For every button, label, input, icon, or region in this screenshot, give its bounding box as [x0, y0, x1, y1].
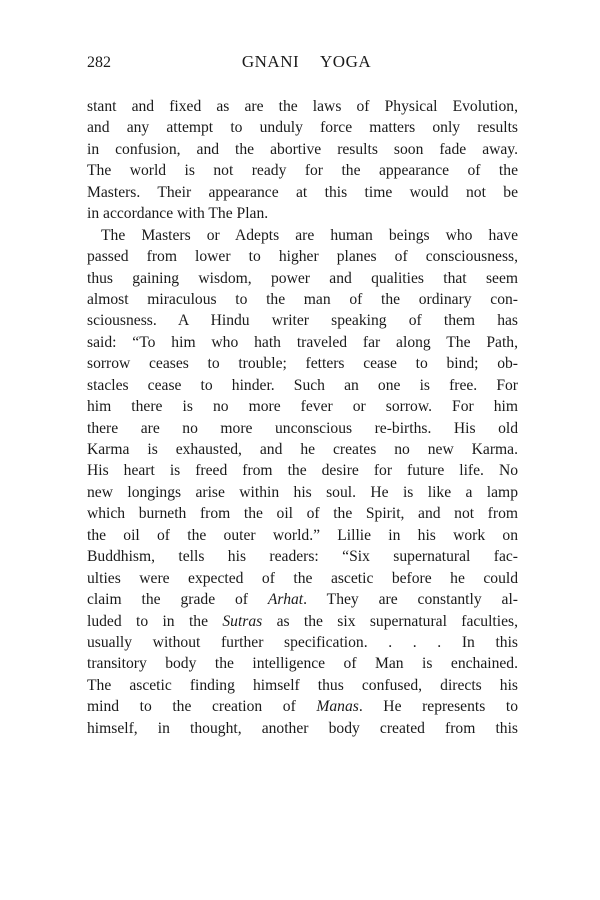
text-segment: there are no more unconscious re-births. His old	[87, 419, 518, 437]
text-segment: . They are constantly al-	[303, 591, 518, 609]
text-segment: The world is not ready for the appearance of the	[87, 162, 518, 180]
text-segment: mind to the creation of	[87, 698, 317, 716]
text-segment: him there is no more fever or sorrow. For him	[87, 398, 518, 416]
text-segment: luded to in the	[87, 612, 223, 630]
text-segment: which burneth from the oil of the Spirit, and not from	[87, 505, 518, 523]
text-segment: transitory body the intelligence of Man is enchained.	[87, 655, 518, 673]
text-line	[87, 696, 518, 717]
text-line	[87, 675, 518, 696]
text-segment: Masters. Their appearance at this time would not be	[87, 183, 518, 201]
italic-term: Sutras	[222, 612, 263, 630]
text-line	[87, 332, 518, 353]
text-segment: passed from lower to higher planes of consciousness,	[87, 248, 518, 266]
text-line	[87, 653, 518, 674]
text-line	[87, 117, 518, 138]
text-line	[87, 718, 518, 739]
text-line	[87, 546, 518, 567]
text-line	[87, 310, 518, 331]
running-title: GNANI YOGA	[241, 52, 372, 71]
text-line	[87, 439, 518, 460]
text-line	[87, 225, 518, 246]
text-segment: said: “To him who hath traveled far along The Path,	[87, 333, 518, 351]
text-line	[87, 396, 518, 417]
text-line	[87, 289, 518, 310]
text-segment: sciousness. A Hindu writer speaking of them has	[87, 312, 518, 330]
text-segment: The Masters or Adepts are human beings who have	[101, 226, 518, 244]
italic-term: Arhat	[267, 591, 304, 609]
text-segment: sorrow ceases to trouble; fetters cease to bind; ob-	[87, 355, 518, 373]
text-segment: Karma is exhausted, and he creates no new Karma.	[87, 441, 518, 458]
text-line	[87, 139, 518, 160]
text-line	[87, 525, 518, 546]
text-segment: in confusion, and the abortive results soon fade away.	[87, 140, 518, 158]
italic-term: Manas	[316, 698, 359, 716]
text-segment: claim the grade of	[87, 591, 268, 609]
text-segment: and any attempt to unduly force matters only results	[87, 119, 518, 137]
text-line	[87, 589, 518, 610]
text-segment: Buddhism, tells his readers: “Six supernatural fac-	[87, 548, 518, 566]
text-line	[87, 482, 518, 503]
text-segment: almost miraculous to the man of the ordinary con-	[87, 290, 518, 308]
text-segment: in accordance with The Plan.	[87, 205, 269, 223]
text-line	[87, 611, 518, 632]
text-line	[87, 375, 518, 396]
text-segment: usually without further specification. . . . In this	[87, 633, 518, 651]
text-line	[87, 503, 518, 524]
text-segment: himself, in thought, another body created from this	[87, 719, 518, 737]
running-head	[87, 52, 518, 76]
text-line	[87, 418, 518, 439]
text-segment: new longings arise within his soul. He is like a lamp	[87, 483, 518, 501]
text-segment: His heart is freed from the desire for future life. No	[87, 462, 518, 480]
text-segment: thus gaining wisdom, power and qualities that seem	[87, 269, 518, 287]
text-segment: . He represents to	[358, 698, 519, 716]
page-number: 282	[87, 54, 111, 71]
text-line	[87, 632, 518, 653]
text-segment: ulties were expected of the ascetic before he could	[87, 569, 518, 587]
text-line	[87, 203, 518, 224]
text-line	[87, 568, 518, 589]
text-segment: stant and fixed as are the laws of Physical Evolution,	[87, 98, 518, 115]
text-line	[87, 96, 518, 117]
text-segment: the oil of the outer world.” Lillie in his work on	[87, 526, 518, 544]
text-segment: stacles cease to hinder. Such an one is free. For	[87, 376, 518, 394]
body-text	[87, 96, 518, 739]
text-segment: The ascetic finding himself thus confused, directs his	[87, 676, 518, 694]
text-line	[87, 268, 518, 289]
text-line	[87, 460, 518, 481]
text-segment: as the six supernatural faculties,	[262, 612, 518, 630]
text-line	[87, 246, 518, 267]
text-line	[87, 182, 518, 203]
text-line	[87, 353, 518, 374]
text-line	[87, 160, 518, 181]
